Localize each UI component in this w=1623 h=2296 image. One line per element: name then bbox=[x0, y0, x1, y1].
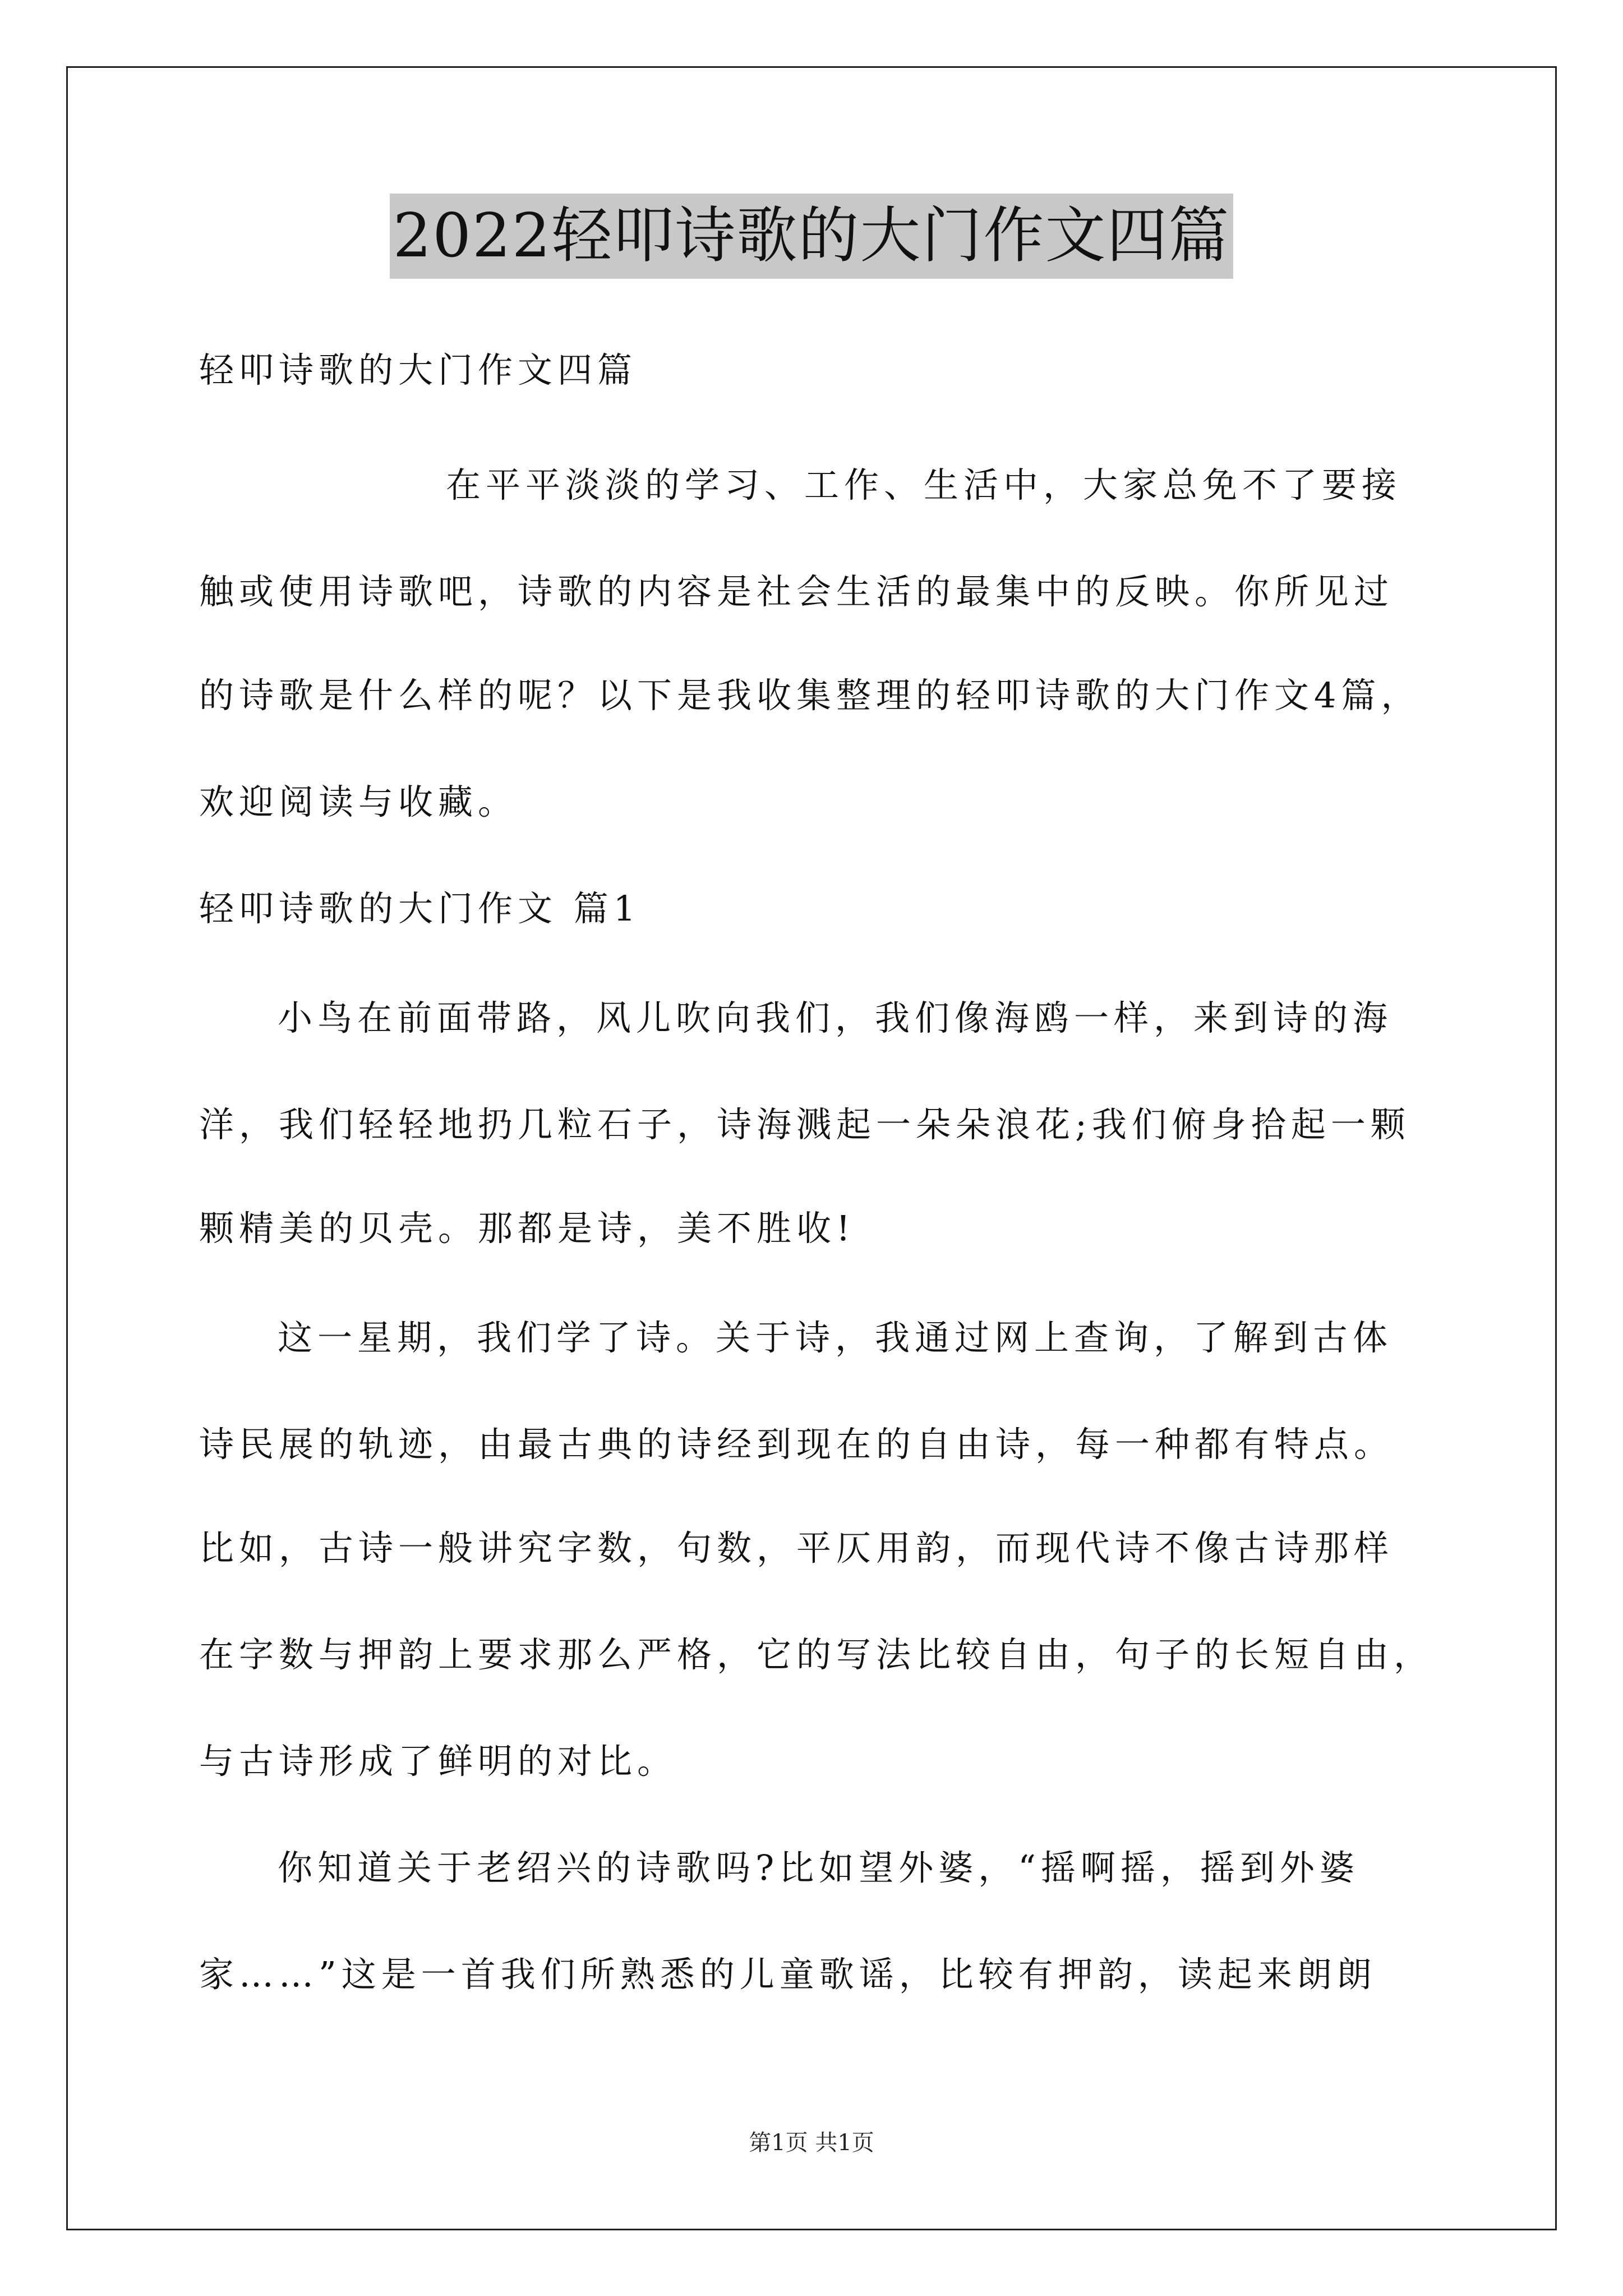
paragraph3-line-1: 你知道关于老绍兴的诗歌吗?比如望外婆，“摇啊摇，摇到外婆 bbox=[278, 1847, 1359, 1888]
paragraph2-line-5: 与古诗形成了鲜明的对比。 bbox=[199, 1741, 677, 1782]
intro-line-4: 欢迎阅读与收藏。 bbox=[199, 781, 518, 822]
section-heading: 轻叩诗歌的大门作文 篇1 bbox=[199, 888, 641, 929]
document-title: 2022轻叩诗歌的大门作文四篇 bbox=[390, 194, 1234, 279]
intro-line-3: 的诗歌是什么样的呢？以下是我收集整理的轻叩诗歌的大门作文4篇， bbox=[199, 675, 1421, 716]
paragraph1-line-1: 小鸟在前面带路，风儿吹向我们，我们像海鸥一样，来到诗的海 bbox=[278, 997, 1393, 1038]
intro-line-1: 在平平淡淡的学习、工作、生活中，大家总免不了要接 bbox=[446, 464, 1402, 505]
paragraph2-line-1: 这一星期，我们学了诗。关于诗，我通过网上查询，了解到古体 bbox=[278, 1317, 1393, 1358]
page-number-footer: 第1页 共1页 bbox=[749, 2130, 874, 2156]
paragraph2-line-4: 在字数与押韵上要求那么严格，它的写法比较自由，句子的长短自由， bbox=[199, 1634, 1434, 1675]
paragraph2-line-2: 诗民展的轨迹，由最古典的诗经到现在的自由诗，每一种都有特点。 bbox=[199, 1424, 1394, 1465]
subtitle: 轻叩诗歌的大门作文四篇 bbox=[199, 349, 638, 390]
intro-line-2: 触或使用诗歌吧，诗歌的内容是社会生活的最集中的反映。你所见过 bbox=[199, 571, 1394, 612]
paragraph3-line-2: 家……”这是一首我们所熟悉的儿童歌谣，比较有押韵，读起来朗朗 bbox=[199, 1954, 1377, 1995]
paragraph1-line-2: 洋，我们轻轻地扔几粒石子，诗海溅起一朵朵浪花;我们俯身拾起一颗 bbox=[199, 1104, 1410, 1145]
paragraph2-line-3: 比如，古诗一般讲究字数，句数，平仄用韵，而现代诗不像古诗那样 bbox=[199, 1527, 1394, 1568]
title-container bbox=[0, 194, 1623, 279]
paragraph1-line-3: 颗精美的贝壳。那都是诗，美不胜收! bbox=[199, 1208, 855, 1249]
